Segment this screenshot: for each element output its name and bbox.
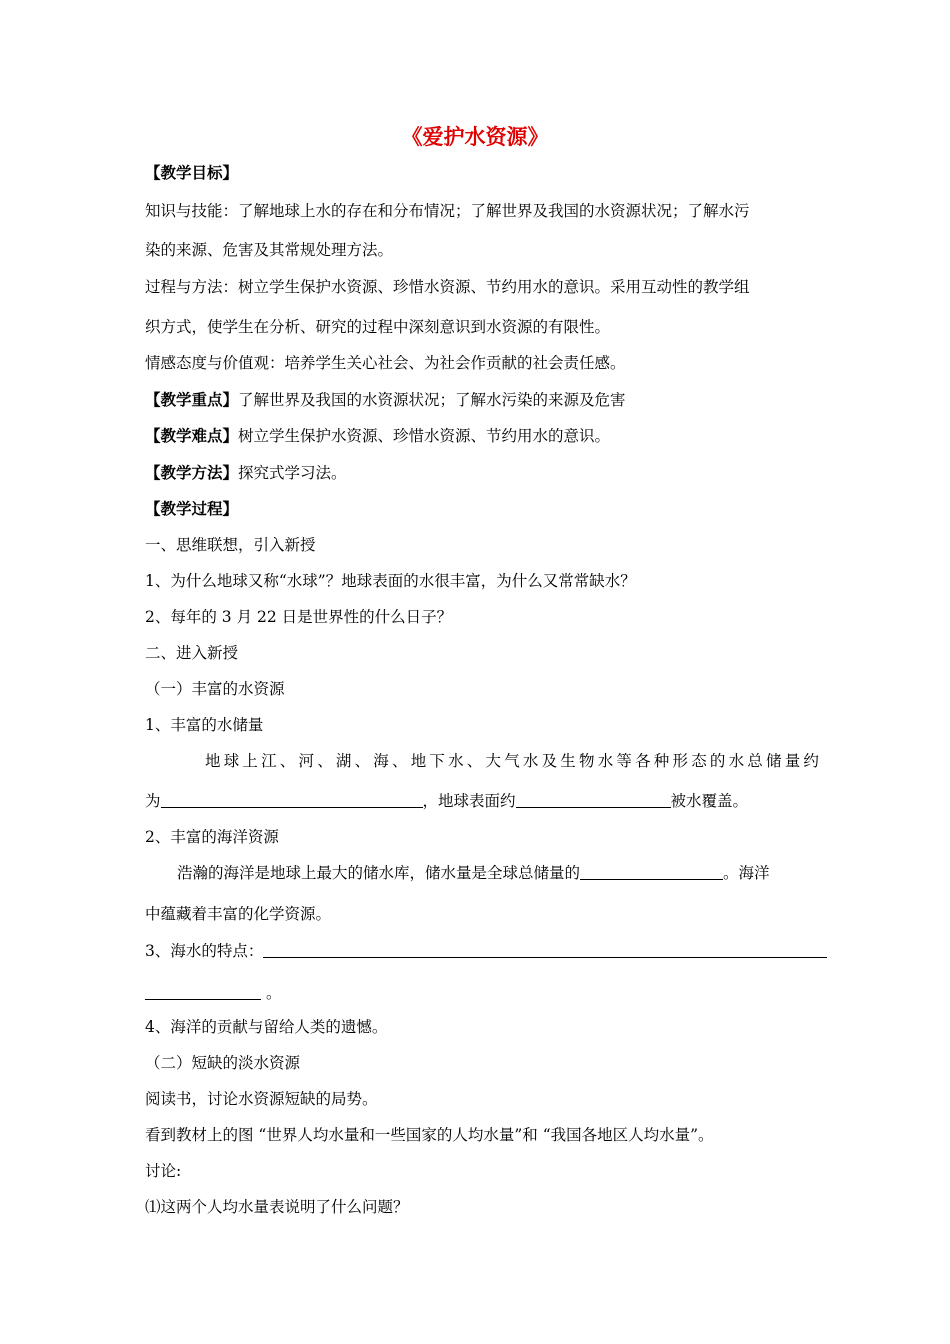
method-text: 探究式学习法。 <box>238 464 347 482</box>
item1-text-prefix: 为 <box>145 792 161 810</box>
fill-blank-seawater-features-cont[interactable] <box>145 984 261 1000</box>
fill-blank-ocean-share[interactable] <box>580 864 723 880</box>
discussion-label: 讨论: <box>145 1162 182 1180</box>
item1-text-suffix: 被水覆盖。 <box>670 792 749 810</box>
item2-text-line2: 中蕴藏着丰富的化学资源。 <box>145 905 332 923</box>
item1-heading: 1、丰富的水储量 <box>145 716 264 734</box>
part2-heading: 二、进入新授 <box>145 644 239 662</box>
fill-blank-total-storage[interactable] <box>161 792 423 808</box>
item1-text-line1: 地球上江、河、湖、海、地下水、大气水及生物水等各种形态的水总储量约 <box>205 752 823 770</box>
figure-reference: 看到教材上的图 “世界人均水量和一些国家的人均水量”和 “我国各地区人均水量”。 <box>145 1126 714 1144</box>
method <box>145 462 347 484</box>
process-heading: 【教学过程】 <box>145 499 239 518</box>
item1-text-line2 <box>145 790 748 812</box>
fill-blank-surface-coverage[interactable] <box>516 792 671 808</box>
question-2: 2、每年的 3 月 22 日是世界性的什么日子？ <box>145 608 453 626</box>
key-point-label: 【教学重点】 <box>145 390 239 409</box>
item3-end: 。 <box>265 984 282 1002</box>
difficulty <box>145 425 610 447</box>
item2-text-suffix: 。海洋 <box>723 864 770 882</box>
item1-text-middle: ，地球表面约 <box>422 792 516 810</box>
item3-heading: 3、海水的特点： <box>145 942 264 960</box>
goal-emotion: 情感态度与价值观：培养学生关心社会、为社会作贡献的社会责任感。 <box>145 354 626 372</box>
document-title: 《爱护水资源》 <box>401 125 549 149</box>
item3-line1 <box>145 940 827 962</box>
item2-heading: 2、丰富的海洋资源 <box>145 828 279 846</box>
item2-text-line1 <box>177 862 770 884</box>
item4-heading: 4、海洋的贡献与留给人类的遗憾。 <box>145 1018 388 1036</box>
goals-heading: 【教学目标】 <box>145 163 239 182</box>
difficulty-text: 树立学生保护水资源、珍惜水资源、节约用水的意识。 <box>238 427 611 445</box>
goal-knowledge-line1: 知识与技能：了解地球上水的存在和分布情况；了解世界及我国的水资源状况；了解水污 <box>145 202 750 220</box>
goal-process-line2: 织方式，使学生在分析、研究的过程中深刻意识到水资源的有限性。 <box>145 318 611 336</box>
key-point <box>145 389 626 411</box>
question-1: 1、为什么地球又称“水球”？地球表面的水很丰富，为什么又常常缺水？ <box>145 572 636 590</box>
item2-text-prefix: 浩瀚的海洋是地球上最大的储水库，储水量是全球总储量的 <box>177 864 581 882</box>
reading-instruction: 阅读书，讨论水资源短缺的局势。 <box>145 1090 378 1108</box>
goal-knowledge-line2: 染的来源、危害及其常规处理方法。 <box>145 241 394 259</box>
discussion-question-1: ⑴这两个人均水量表说明了什么问题？ <box>145 1198 409 1216</box>
section1-heading: （一）丰富的水资源 <box>145 680 285 698</box>
section2-heading: （二）短缺的淡水资源 <box>145 1054 301 1072</box>
method-label: 【教学方法】 <box>145 463 239 482</box>
key-point-text: 了解世界及我国的水资源状况；了解水污染的来源及危害 <box>238 391 626 409</box>
fill-blank-seawater-features[interactable] <box>263 942 827 958</box>
goal-process-line1: 过程与方法：树立学生保护水资源、珍惜水资源、节约用水的意识。采用互动性的教学组 <box>145 278 750 296</box>
difficulty-label: 【教学难点】 <box>145 426 239 445</box>
part1-heading: 一、思维联想，引入新授 <box>145 536 316 554</box>
item3-line2 <box>145 982 281 1004</box>
